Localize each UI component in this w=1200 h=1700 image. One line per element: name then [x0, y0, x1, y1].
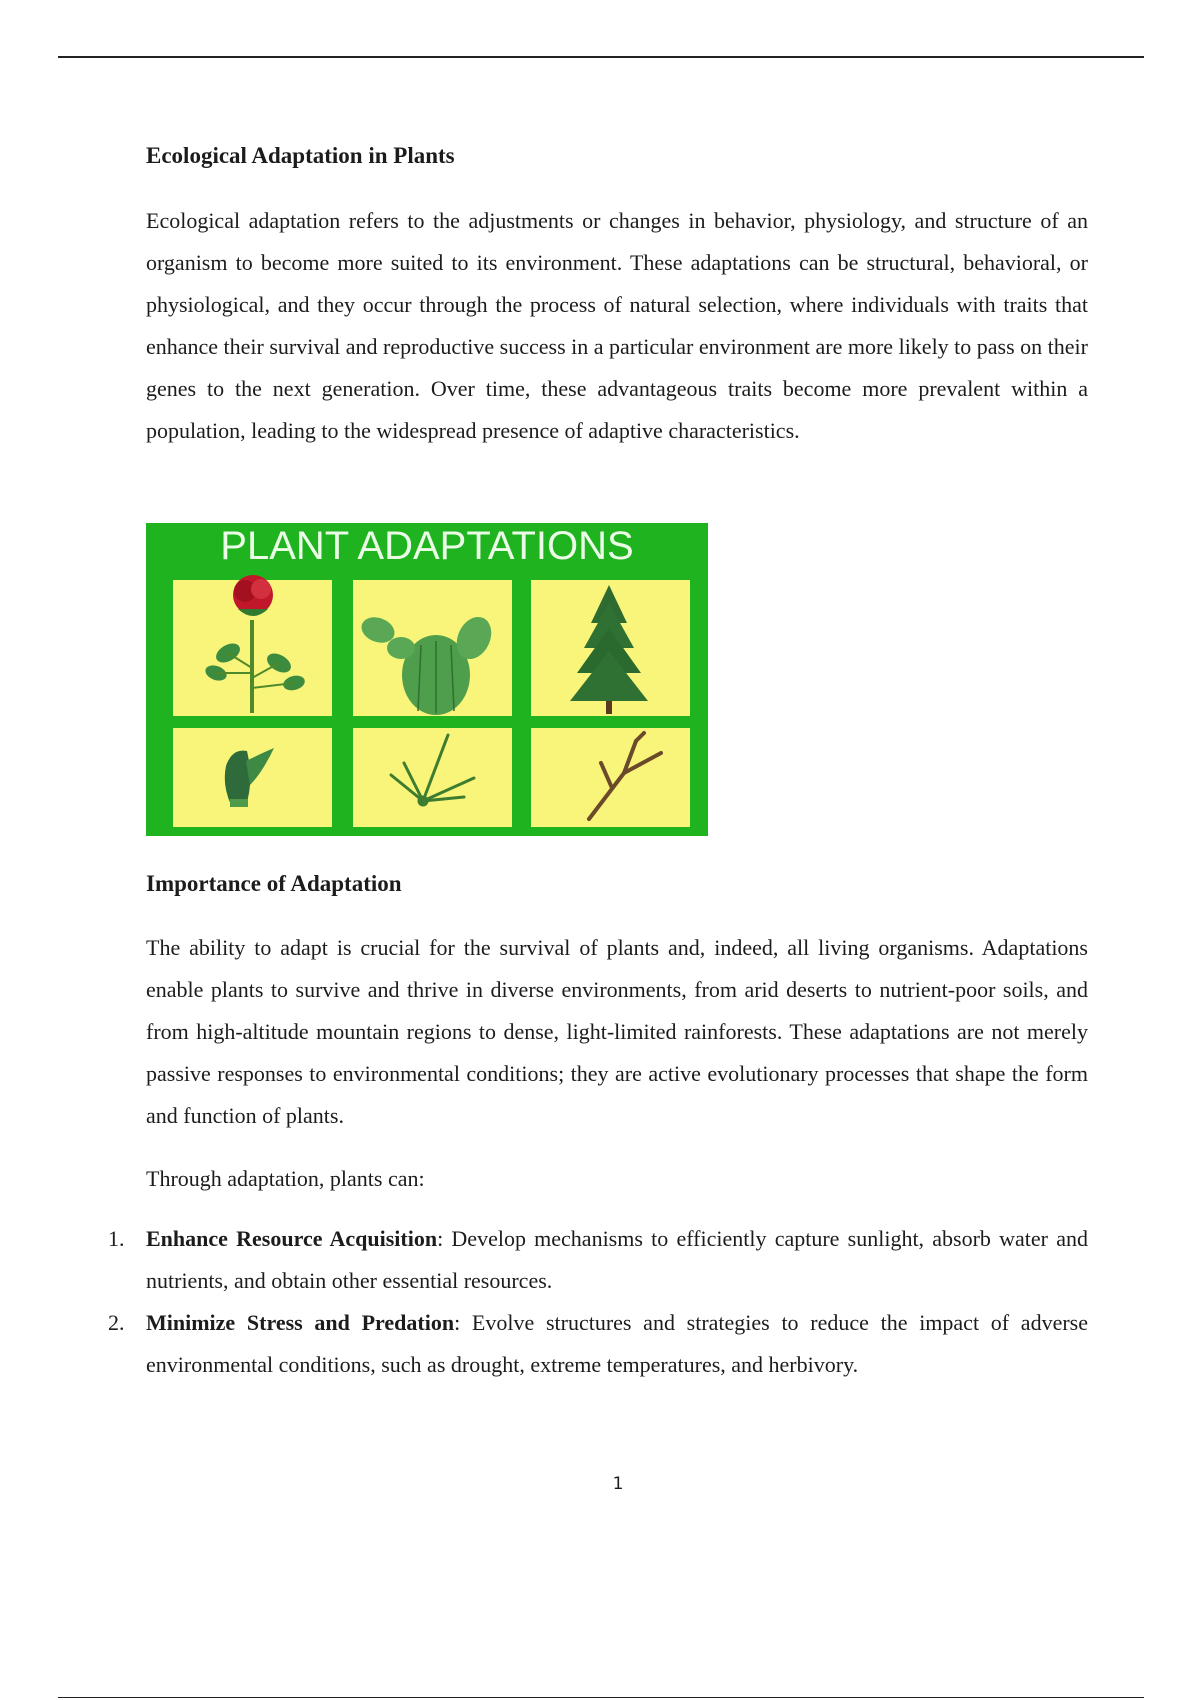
header-rule: [58, 56, 1144, 58]
panel-branch: [531, 728, 690, 827]
list-number: 2.: [108, 1310, 125, 1335]
list-intro: Through adaptation, plants can:: [146, 1166, 425, 1191]
list-number: 1.: [108, 1226, 125, 1251]
page-number: 1: [612, 1474, 624, 1494]
body-paragraph: The ability to adapt is crucial for the survival of plants and, indeed, all living organisms. Adaptations enable plants to survive and thrive in diverse environments, from arid deserts to nutrient-poor soils, and from high-altitude mountain regions to dense, light-limited rainforests. These adaptations are not merely passive responses to environmental conditions; they are active evolutionary processes that shape the form and function of plants.: [146, 935, 1088, 1128]
body-paragraph: Ecological adaptation refers to the adjustments or changes in behavior, physiology, and structure of an organism to become more suited to its environment. These adaptations can be structural, behavioral, or physiological, and they occur through the process of natural selection, where individuals with traits that enhance their survival and reproductive success in a particular environment are more likely to pass on their genes to the next generation. Over time, these advantageous traits become more prevalent within a population, leading to the widespread presence of adaptive characteristics.: [146, 208, 1088, 443]
adaptation-benefits-list: [108, 1218, 1088, 1386]
list-item: [108, 1218, 1088, 1302]
list-item-text: : Develop mechanisms to efficiently capture sunlight, absorb water and nutrients, and obtain other essential resources.: [146, 1226, 1088, 1293]
list-item-title: Enhance Resource Acquisition: [146, 1226, 438, 1251]
plant-adaptations-figure: [146, 523, 708, 836]
list-item: [108, 1302, 1088, 1386]
footer-rule: [58, 1697, 1144, 1698]
section-heading: Importance of Adaptation: [146, 871, 402, 896]
list-item-title: Minimize Stress and Predation: [146, 1310, 455, 1335]
section-heading: Ecological Adaptation in Plants: [146, 143, 455, 168]
section-ecological-adaptation: [146, 140, 1088, 452]
list-item-text: : Evolve structures and strategies to reduce the impact of adverse environmental conditions, such as drought, extreme temperatures, and herbivory.: [146, 1310, 1088, 1377]
figure-title: PLANT ADAPTATIONS: [220, 524, 634, 568]
